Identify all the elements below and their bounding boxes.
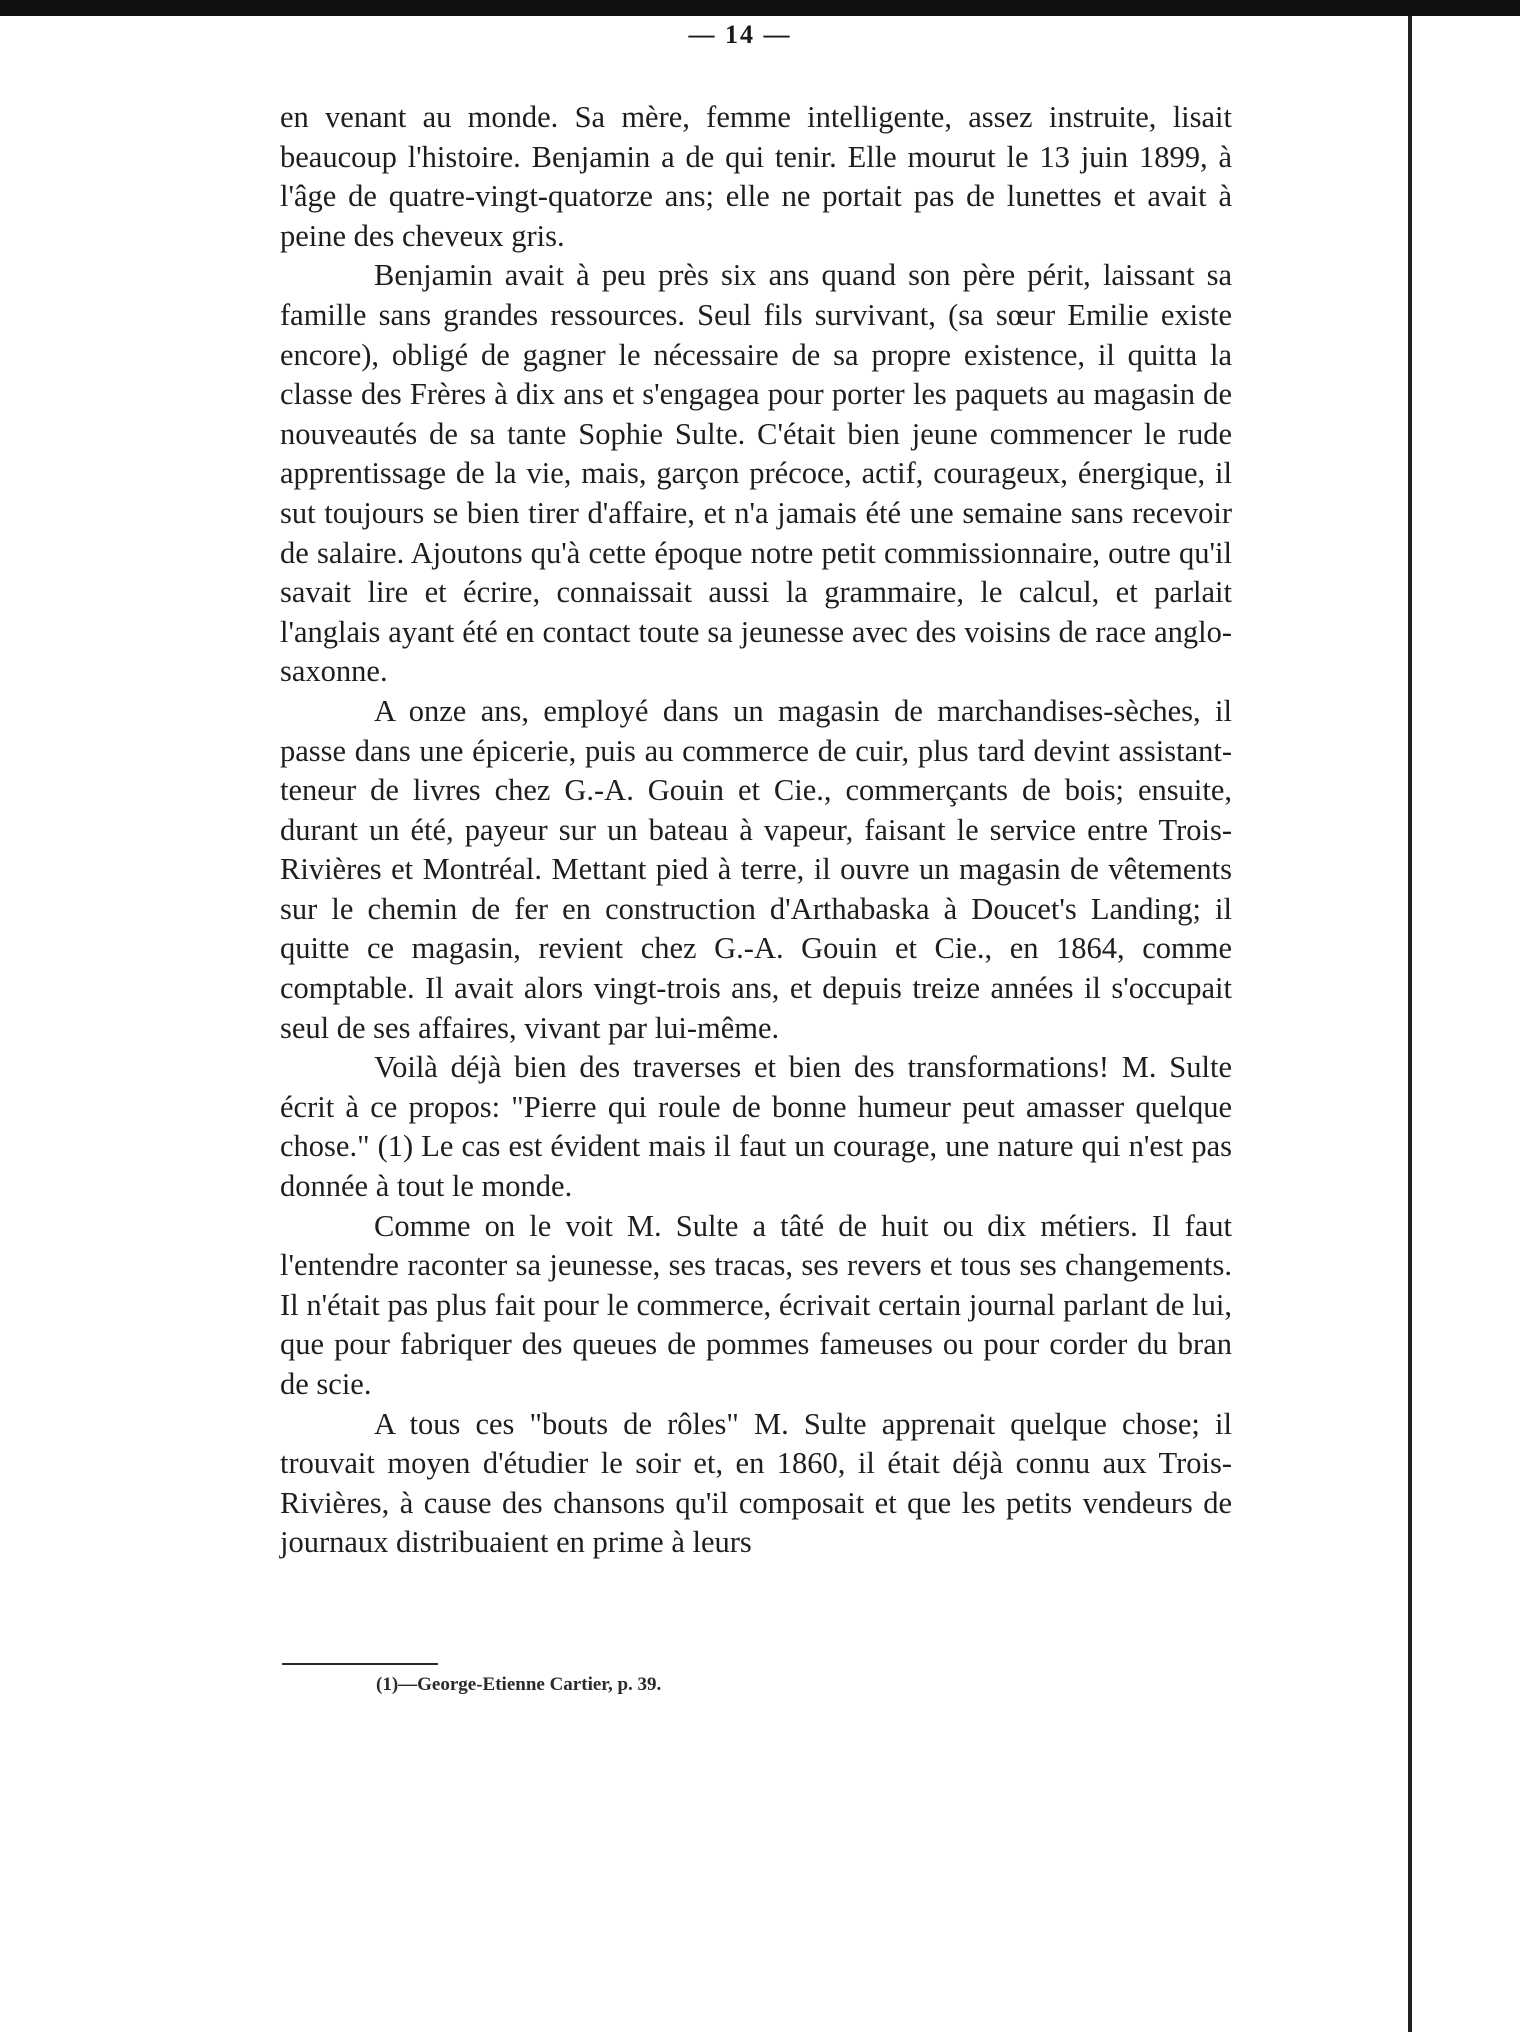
page-number: — 14 — [688,20,792,49]
footnote-rule [282,1663,438,1665]
paragraph: Voilà déjà bien des traverses et bien des transformations! M. Sulte écrit à ce propos: "Pierre qui roule de bonne humeur peut amasser quelque chose." (1) Le cas est évident mais il faut un courage, une nature qui n'est pas donnée à tout le monde. [280,1050,1232,1204]
paragraph: A tous ces "bouts de rôles" M. Sulte apprenait quelque chose; il trouvait moyen d'étudier le soir et, en 1860, il était déjà connu aux Trois-Rivières, à cause des chansons qu'il composait et que les petits vendeurs de journaux distribuaient en prime à leurs [280,1406,1232,1560]
footnote: (1)—George-Etienne Cartier, p. 39. [376,1674,662,1695]
body-text [280,98,1232,1563]
scan-page-edge [1408,16,1412,2032]
scan-top-border [0,0,1520,16]
paragraph: Comme on le voit M. Sulte a tâté de huit ou dix métiers. Il faut l'entendre raconter sa jeunesse, ses tracas, ses revers et tous ses changements. Il n'était pas plus fait pour le commerce, écrivait certain journal parlant de lui, que pour fabriquer des queues de pommes fameuses ou pour corder du bran de scie. [280,1208,1232,1401]
paragraph: A onze ans, employé dans un magasin de marchandises-sèches, il passe dans une épicerie, puis au commerce de cuir, plus tard devint assistant-teneur de livres chez G.-A. Gouin et Cie., commerçants de bois; ensuite, durant un été, payeur sur un bateau à vapeur, faisant le service entre Trois-Rivières et Montréal. Mettant pied à terre, il ouvre un magasin de vêtements sur le chemin de fer en construction d'Arthabaska à Doucet's Landing; il quitte ce magasin, revient chez G.-A. Gouin et Cie., en 1864, comme comptable. Il avait alors vingt-trois ans, et depuis treize années il s'occupait seul de ses affaires, vivant par lui-même. [280,693,1232,1045]
paragraph-continuation: en venant au monde. Sa mère, femme intelligente, assez instruite, lisait beaucoup l'histoire. Benjamin a de qui tenir. Elle mourut le 13 juin 1899, à l'âge de quatre-vingt-quatorze ans; elle ne portait pas de lunettes et avait à peine des cheveux gris. [280,100,1232,253]
scan-right-margin [1408,16,1520,2032]
paragraph: Benjamin avait à peu près six ans quand son père périt, laissant sa famille sans grandes ressources. Seul fils survivant, (sa sœur Emilie existe encore), obligé de gagner le nécessaire de sa propre existence, il quitta la classe des Frères à dix ans et s'engagea pour porter les paquets au magasin de nouveautés de sa tante Sophie Sulte. C'était bien jeune commencer le rude apprentissage de la vie, mais, garçon précoce, actif, courageux, énergique, il sut toujours se bien tirer d'affaire, et n'a jamais été une semaine sans recevoir de salaire. Ajoutons qu'à cette époque notre petit commissionnaire, outre qu'il savait lire et écrire, connaissait aussi la grammaire, le calcul, et parlait l'anglais ayant été en contact toute sa jeunesse avec des voisins de race anglo-saxonne. [280,258,1232,689]
